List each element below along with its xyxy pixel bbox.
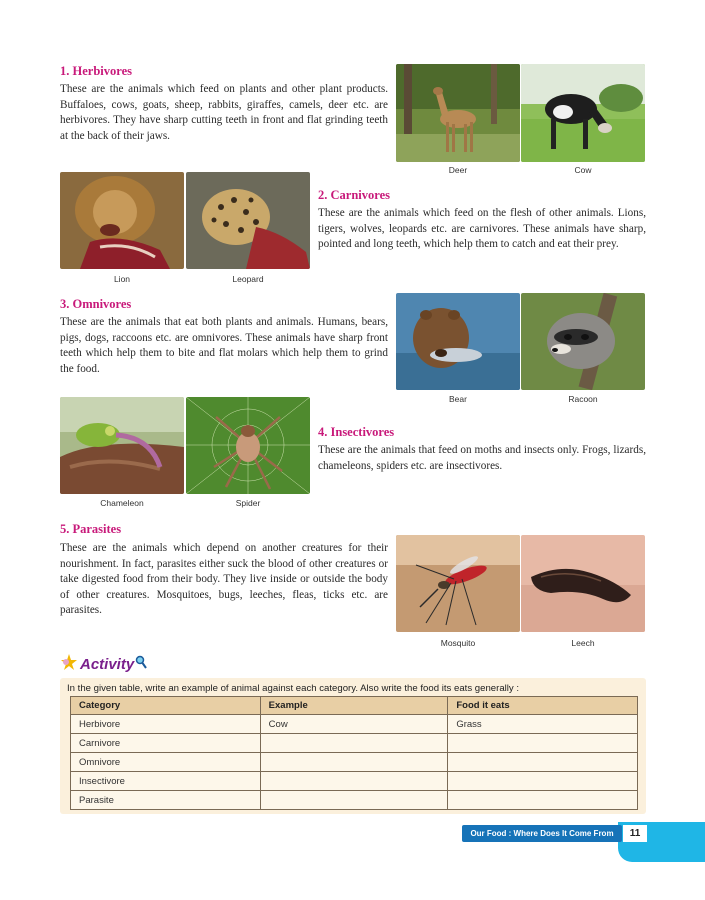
magnifier-icon (135, 655, 147, 674)
chameleon-photo (60, 397, 184, 494)
cell-example[interactable] (260, 791, 448, 810)
cow-photo (521, 64, 645, 162)
leopard-photo (186, 172, 310, 269)
section-text-carnivores: These are the animals which feed on the flesh of other animals. Lions, tigers, wolves, leopards etc. are carnivores. These animals have sharp, pointed and long teeth, which help them to catch and eat their prey. (318, 207, 646, 251)
section-title-insectivores: 4. Insectivores (318, 425, 395, 439)
cell-example[interactable] (260, 753, 448, 772)
activity-heading (60, 653, 147, 675)
deer-photo (396, 64, 520, 162)
caption-spider: Spider (235, 498, 261, 508)
activity-icon (60, 653, 78, 676)
activity-title: Activity (80, 655, 135, 673)
section-text-parasites: These are the animals which depend on another creatures for their nourishment. In fact, parasites either suck the blood of other creatures or take digested food from their body. They live inside or outside the body of other creatures. Mosquitoes, bugs, leeches, fleas, ticks etc. are parasites. (60, 542, 388, 617)
activity-table (70, 696, 638, 810)
cell-category: Omnivore (71, 753, 261, 772)
spider-photo (186, 397, 310, 494)
mosquito-photo (396, 535, 520, 632)
caption-racoon: Racoon (568, 394, 598, 404)
caption-chameleon: Chameleon (100, 498, 144, 508)
leech-photo (521, 535, 645, 632)
cell-example[interactable] (260, 772, 448, 791)
cell-category: Herbivore (71, 715, 261, 734)
section-title-carnivores: 2. Carnivores (318, 188, 390, 202)
caption-lion: Lion (113, 274, 131, 284)
table-row (71, 753, 638, 772)
cell-category: Parasite (71, 791, 261, 810)
footer-chapter-tag: Our Food : Where Does It Come From (462, 825, 622, 842)
section-text-herbivores: These are the animals which feed on plants and other plant products. Buffaloes, cows, goats, sheep, rabbits, giraffes, camels, deer etc. are herbivores. They have sharp cutting teeth in front and flat grinding teeth at the back of their jaws. (60, 83, 388, 142)
section-title-herbivores: 1. Herbivores (60, 64, 132, 78)
cell-category: Carnivore (71, 734, 261, 753)
cell-category: Insectivore (71, 772, 261, 791)
table-row (71, 734, 638, 753)
lion-photo (60, 172, 184, 269)
page-number: 11 (623, 825, 647, 842)
section-title-parasites: 5. Parasites (60, 522, 122, 536)
header-category: Category (71, 697, 261, 715)
table-row (71, 772, 638, 791)
header-example: Example (260, 697, 448, 715)
cell-food[interactable] (448, 772, 638, 791)
caption-deer: Deer (448, 165, 468, 175)
cell-food[interactable] (448, 753, 638, 772)
table-header-row (71, 697, 638, 715)
caption-leech: Leech (571, 638, 595, 648)
cell-example[interactable]: Cow (260, 715, 448, 734)
section-title-omnivores: 3. Omnivores (60, 297, 132, 311)
section-text-insectivores: These are the animals that feed on moths and insects only. Frogs, lizards, chameleons, spiders etc. are insectivores. (318, 444, 646, 472)
cell-example[interactable] (260, 734, 448, 753)
header-food: Food it eats (448, 697, 638, 715)
caption-bear: Bear (449, 394, 467, 404)
activity-instruction: In the given table, write an example of animal against each category. Also write the food its eats generally : (67, 683, 520, 694)
section-text-omnivores: These are the animals that eat both plants and animals. Humans, bears, pigs, dogs, raccoons etc. are omnivores. These animals have sharp front teeth which help them to bite and flat molars which help them to grind the food. (60, 316, 388, 375)
racoon-photo (521, 293, 645, 390)
table-row (71, 715, 638, 734)
table-row (71, 791, 638, 810)
cell-food[interactable]: Grass (448, 715, 638, 734)
caption-leopard: Leopard (232, 274, 264, 284)
caption-mosquito: Mosquito (440, 638, 476, 648)
cell-food[interactable] (448, 791, 638, 810)
caption-cow: Cow (574, 165, 592, 175)
bear-photo (396, 293, 520, 390)
cell-food[interactable] (448, 734, 638, 753)
